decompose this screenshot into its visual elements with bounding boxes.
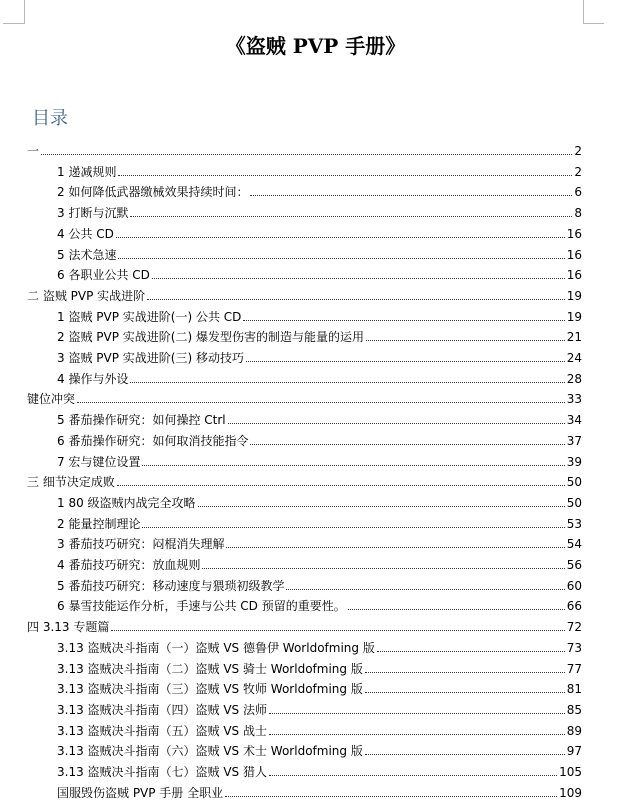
toc-entry-page-number: 50: [566, 475, 582, 490]
toc-entry-title: 6 暴雪技能运作分析，手速与公共 CD 预留的重要性。: [57, 599, 346, 614]
toc-entry[interactable]: [27, 615, 582, 635]
toc-entry[interactable]: [27, 139, 582, 159]
toc-entry[interactable]: [57, 574, 582, 594]
toc-entry[interactable]: [57, 305, 582, 325]
toc-entry-title: 7 宏与键位设置: [57, 454, 141, 469]
toc-dot-leader: [228, 422, 565, 424]
toc-entry-page-number: 2: [574, 164, 582, 179]
toc-dot-leader: [365, 691, 565, 693]
toc-dot-leader: [366, 339, 565, 341]
toc-entry-page-number: 8: [574, 206, 582, 221]
toc-entry[interactable]: [57, 408, 582, 428]
toc-dot-leader: [118, 257, 564, 259]
toc-entry[interactable]: [57, 553, 582, 573]
toc-dot-leader: [226, 546, 564, 548]
toc-dot-leader: [269, 733, 565, 735]
toc-entry-title: 2 能量控制理论: [57, 516, 141, 531]
toc-entry-title: 1 盗贼 PVP 实战进阶(一) 公共 CD: [57, 309, 242, 324]
toc-entry-page-number: 105: [559, 765, 582, 779]
toc-entry[interactable]: [57, 450, 582, 470]
toc-entry-title: 2 盗贼 PVP 实战进阶(二) 爆发型伤害的制造与能量的运用: [57, 330, 364, 345]
toc-dot-leader: [250, 443, 564, 445]
toc-dot-leader: [246, 360, 565, 362]
toc-entry[interactable]: [57, 491, 582, 511]
toc-entry-page-number: 34: [566, 413, 582, 428]
toc-dot-leader: [118, 174, 572, 176]
toc-entry-page-number: 109: [559, 785, 582, 800]
toc-entry-title: 三 细节决定成败: [27, 475, 115, 490]
toc-entry-title: 1 递减规则: [57, 164, 117, 179]
toc-entry-page-number: 77: [566, 661, 582, 676]
toc-entry[interactable]: [57, 781, 582, 801]
toc-dot-leader: [142, 526, 564, 528]
toc-entry-page-number: 85: [566, 702, 582, 717]
page-corner-mark-top-left: [3, 0, 25, 24]
toc-dot-leader: [250, 194, 572, 196]
toc-entry-page-number: 19: [566, 309, 582, 324]
toc-entry-title: 3.13 盗贼决斗指南（七）盗贼 VS 猎人: [57, 765, 267, 779]
toc-entry[interactable]: [27, 284, 582, 304]
toc-entry-title: 3.13 盗贼决斗指南（二）盗贼 VS 骑士 Worldofming 版: [57, 661, 363, 676]
toc-entry-title: 2 如何降低武器缴械效果持续时间：: [57, 185, 249, 200]
toc-entry-page-number: 24: [566, 351, 582, 365]
toc-entry-title: 5 法术急速: [57, 247, 117, 262]
toc-entry-title: 4 操作与外设: [57, 371, 129, 386]
toc-dot-leader: [225, 795, 557, 797]
toc-dot-leader: [130, 381, 564, 383]
toc-entry-title: 3.13 盗贼决斗指南（五）盗贼 VS 战士: [57, 723, 267, 738]
toc-heading: 目录: [32, 108, 68, 129]
toc-entry-page-number: 33: [566, 392, 582, 407]
toc-entry[interactable]: [57, 657, 582, 677]
page-corner-mark-top-right: [583, 0, 604, 24]
toc-dot-leader: [365, 753, 565, 755]
toc-entry-page-number: 81: [566, 682, 582, 697]
document-title: 《盗贼 PVP 手册》: [225, 34, 406, 58]
toc-entry-title: 3.13 盗贼决斗指南（六）盗贼 VS 术士 Worldofming 版: [57, 744, 363, 759]
toc-entry[interactable]: [57, 760, 582, 780]
toc-dot-leader: [286, 588, 564, 590]
toc-entry-title: 3.13 盗贼决斗指南（一）盗贼 VS 德鲁伊 Worldofming 版: [57, 640, 375, 655]
toc-entry[interactable]: [57, 222, 582, 242]
toc-entry-page-number: 60: [566, 578, 582, 593]
toc-dot-leader: [77, 401, 565, 403]
toc-dot-leader: [147, 298, 565, 300]
toc-entry[interactable]: [57, 512, 582, 532]
toc-entry-page-number: 2: [574, 144, 582, 158]
toc-dot-leader: [152, 277, 565, 279]
toc-entry-page-number: 97: [566, 744, 582, 759]
toc-entry[interactable]: [57, 636, 582, 656]
toc-entry-page-number: 72: [566, 620, 582, 635]
toc-dot-leader: [111, 629, 564, 631]
toc-entry[interactable]: [27, 470, 582, 490]
toc-entry[interactable]: [57, 180, 582, 200]
toc-entry-title: 国服毁伤盗贼 PVP 手册 全职业: [57, 785, 224, 800]
toc-dot-leader: [377, 650, 565, 652]
toc-entry[interactable]: [57, 367, 582, 387]
toc-entry-title: 1 80 级盗贼内战完全攻略: [57, 495, 196, 510]
toc-entry-title: 键位冲突: [27, 392, 76, 407]
toc-entry-title: 一: [27, 144, 40, 158]
toc-entry-page-number: 16: [566, 226, 582, 241]
toc-dot-leader: [116, 236, 565, 238]
toc-entry-page-number: 89: [566, 723, 582, 738]
toc-entry[interactable]: [57, 325, 582, 345]
toc-entry[interactable]: [57, 201, 582, 221]
toc-entry-title: 5 番茄操作研究：如何操控 Ctrl: [57, 413, 226, 428]
toc-dot-leader: [41, 153, 572, 155]
toc-entry-page-number: 19: [566, 288, 582, 303]
toc-entry-page-number: 73: [566, 640, 582, 655]
toc-dot-leader: [202, 567, 564, 569]
toc-entry[interactable]: [57, 263, 582, 283]
toc-entry-title: 3 番茄技巧研究：闷棍消失理解: [57, 537, 225, 552]
toc-entry-title: 二 盗贼 PVP 实战进阶: [27, 288, 146, 303]
toc-entry-title: 6 番茄操作研究：如何取消技能指令: [57, 433, 249, 448]
toc-dot-leader: [348, 608, 565, 610]
toc-entry-page-number: 37: [566, 433, 582, 448]
toc-entry-title: 3 打断与沉默: [57, 206, 129, 221]
toc-entry[interactable]: [57, 160, 582, 180]
toc-dot-leader: [269, 712, 565, 714]
toc-entry[interactable]: [57, 677, 582, 697]
toc-entry-title: 3 盗贼 PVP 实战进阶(三) 移动技巧: [57, 351, 244, 365]
toc-entry-page-number: 28: [566, 371, 582, 386]
toc-dot-leader: [269, 774, 557, 776]
toc-entry-page-number: 50: [566, 495, 582, 510]
toc-entry[interactable]: [57, 698, 582, 718]
toc-dot-leader: [198, 505, 565, 507]
toc-entry-title: 4 番茄技巧研究：放血规则: [57, 558, 201, 572]
toc-entry-page-number: 21: [566, 330, 582, 345]
toc-entry[interactable]: [57, 594, 582, 614]
toc-entry-title: 3.13 盗贼决斗指南（四）盗贼 VS 法师: [57, 702, 267, 717]
toc-entry-page-number: 66: [566, 599, 582, 614]
toc-entry-title: 四 3.13 专题篇: [27, 620, 110, 635]
toc-entry-title: 6 各职业公共 CD: [57, 268, 150, 283]
toc-dot-leader: [243, 319, 564, 321]
toc-entry-title: 5 番茄技巧研究：移动速度与猥琐初级教学: [57, 578, 285, 593]
toc-entry-page-number: 54: [566, 537, 582, 552]
toc-entry-page-number: 39: [566, 454, 582, 469]
toc-entry[interactable]: [57, 346, 582, 366]
toc-entry-title: 3.13 盗贼决斗指南（三）盗贼 VS 牧师 Worldofming 版: [57, 682, 363, 697]
toc-entry[interactable]: [57, 739, 582, 759]
toc-entry-page-number: 16: [566, 268, 582, 283]
toc-entry[interactable]: [57, 243, 582, 263]
toc-entry-page-number: 53: [566, 516, 582, 531]
toc-entry[interactable]: [27, 387, 582, 407]
toc-entry[interactable]: [57, 532, 582, 552]
toc-dot-leader: [130, 215, 572, 217]
toc-entry-page-number: 16: [566, 247, 582, 262]
toc-entry[interactable]: [57, 429, 582, 449]
toc-entry-page-number: 6: [574, 185, 582, 200]
toc-dot-leader: [142, 464, 564, 466]
toc-entry-title: 4 公共 CD: [57, 226, 114, 241]
toc-entry-page-number: 56: [566, 558, 582, 572]
toc-dot-leader: [365, 671, 565, 673]
toc-dot-leader: [117, 484, 565, 486]
toc-entry[interactable]: [57, 719, 582, 739]
